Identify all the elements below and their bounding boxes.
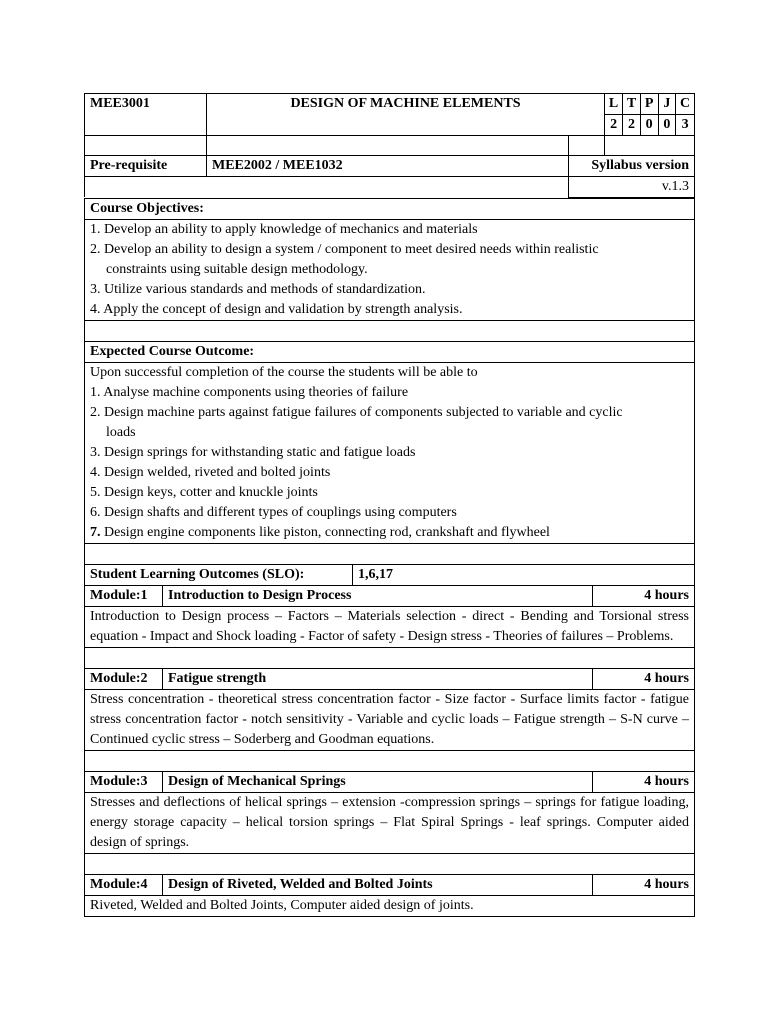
- module-label: Module:2: [85, 668, 163, 689]
- module-title: Fatigue strength: [163, 668, 593, 689]
- module-hours: 4 hours: [593, 585, 695, 606]
- ltpjc-value-t: 2: [623, 115, 641, 136]
- objective-item: 2. Develop an ability to design a system / component to meet desired needs within realistic: [90, 241, 599, 257]
- outcome-item: 1. Analyse machine components using theories of failure: [90, 384, 409, 400]
- module-body: Stresses and deflections of helical springs – extension -compression springs – springs for fatigue loading, energy storage capacity – helical torsion springs – Flat Spiral Springs - leaf springs. Computer aided design of springs.: [85, 792, 695, 853]
- ltpjc-label-j: J: [658, 94, 676, 115]
- course-code: MEE3001: [85, 94, 207, 136]
- outcome-item: 4. Design welded, riveted and bolted joints: [90, 464, 331, 480]
- objective-item: 4. Apply the concept of design and validation by strength analysis.: [90, 301, 463, 317]
- outcome-item-cont: loads: [106, 424, 136, 440]
- outcome-item: 6. Design shafts and different types of couplings using computers: [90, 504, 457, 520]
- outcomes-heading: Expected Course Outcome:: [85, 341, 695, 362]
- ltpjc-value-c: 3: [676, 115, 694, 136]
- module-title: Design of Mechanical Springs: [163, 771, 593, 792]
- objective-item-cont: constraints using suitable design methodology.: [106, 261, 368, 277]
- objective-item: 3. Utilize various standards and methods of standardization.: [90, 281, 426, 297]
- module-hours: 4 hours: [593, 771, 695, 792]
- ltpjc-label-l: L: [605, 94, 623, 115]
- spacer-row: [85, 853, 695, 874]
- spacer-row: [85, 750, 695, 771]
- ltpjc-label-c: C: [676, 94, 694, 115]
- objectives-list: [85, 219, 695, 320]
- outcome-item: 2. Design machine parts against fatigue failures of components subjected to variable and cyclic: [90, 404, 623, 420]
- module-label: Module:3: [85, 771, 163, 792]
- spacer-row: [85, 320, 695, 341]
- module-label: Module:4: [85, 874, 163, 895]
- slo-value: 1,6,17: [353, 564, 695, 585]
- objective-item: 1. Develop an ability to apply knowledge of mechanics and materials: [90, 221, 478, 237]
- objectives-heading: Course Objectives:: [85, 198, 695, 219]
- outcomes-list: [85, 362, 695, 543]
- ltpjc-value-l: 2: [605, 115, 623, 136]
- syllabus-version-value: v.1.3: [569, 176, 695, 197]
- module-title: Design of Riveted, Welded and Bolted Joints: [163, 874, 593, 895]
- outcomes-intro: Upon successful completion of the course the students will be able to: [90, 364, 478, 380]
- outcome-item: 3. Design springs for withstanding static and fatigue loads: [90, 444, 416, 460]
- ltpjc-label-p: P: [640, 94, 658, 115]
- ltpjc-cell: [605, 94, 695, 136]
- syllabus-version-label: Syllabus version: [569, 155, 695, 176]
- outcome-item: 5. Design keys, cotter and knuckle joints: [90, 484, 318, 500]
- outcome-item: [90, 523, 689, 543]
- ltpjc-label-t: T: [623, 94, 641, 115]
- slo-label: Student Learning Outcomes (SLO):: [85, 564, 353, 585]
- prereq-table: [84, 135, 695, 198]
- outcome-text: Design engine components like piston, connecting rod, crankshaft and flywheel: [100, 524, 550, 540]
- header-spacer-a: [85, 135, 207, 155]
- module-title: Introduction to Design Process: [163, 585, 593, 606]
- ltpjc-value-p: 0: [640, 115, 658, 136]
- module-hours: 4 hours: [593, 874, 695, 895]
- module-body: Introduction to Design process – Factors – Materials selection - direct - Bending and Torsional stress equation - Impact and Shock loading - Factor of safety - Design stress - Theories of failures – Problems.: [85, 606, 695, 647]
- prereq-empty: [85, 176, 569, 197]
- ltpjc-value-j: 0: [658, 115, 676, 136]
- course-title: DESIGN OF MACHINE ELEMENTS: [207, 94, 605, 136]
- header-spacer-b: [207, 135, 569, 155]
- module-body: Riveted, Welded and Bolted Joints, Computer aided design of joints.: [85, 895, 695, 916]
- spacer-row: [85, 543, 695, 564]
- prereq-value: MEE2002 / MEE1032: [207, 155, 569, 176]
- prereq-label: Pre-requisite: [85, 155, 207, 176]
- module-hours: 4 hours: [593, 668, 695, 689]
- spacer-row: [85, 647, 695, 668]
- course-content-table: [84, 198, 695, 917]
- module-body: Stress concentration - theoretical stress concentration factor - Size factor - Surface limits factor - fatigue stress concentration factor - notch sensitivity - Variable and cyclic loads – Fatigue strength – S-N curve – Continued cyclic stress – Soderberg and Goodman equations.: [85, 689, 695, 750]
- syllabus-sheet: [84, 93, 694, 917]
- module-label: Module:1: [85, 585, 163, 606]
- outcome-number: 7.: [90, 524, 101, 540]
- header-spacer-c: [569, 135, 695, 155]
- ltpjc-grid: [605, 94, 694, 135]
